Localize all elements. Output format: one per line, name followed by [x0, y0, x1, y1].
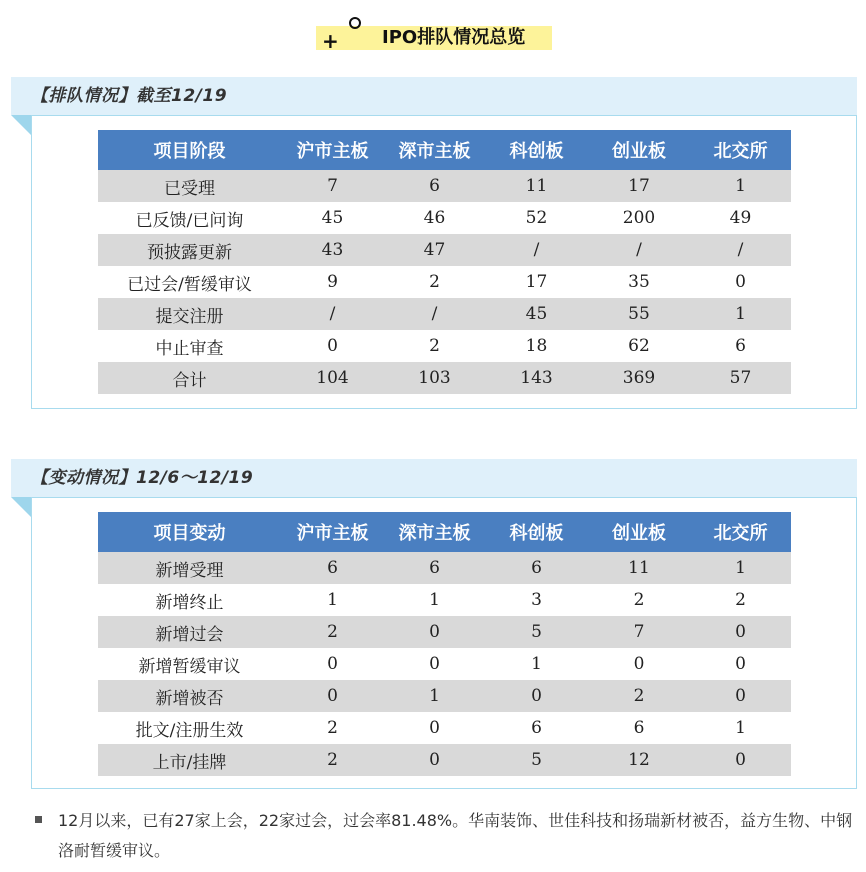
table-cell: 0: [281, 648, 384, 680]
table-cell: 0: [690, 744, 791, 776]
row-label: 新增被否: [98, 680, 281, 712]
table-cell: 1: [690, 552, 791, 584]
page-title-text: IPO排队情况总览: [382, 27, 526, 48]
circle-icon: [349, 17, 361, 29]
table-cell: 2: [384, 330, 485, 362]
queue-fold-corner: [11, 115, 31, 135]
table-cell: 0: [384, 616, 485, 648]
table-cell: 0: [384, 648, 485, 680]
table-cell: /: [384, 298, 485, 330]
table-cell: 2: [384, 266, 485, 298]
table-row: [98, 170, 791, 202]
table-row: [98, 330, 791, 362]
table-cell: 52: [485, 202, 588, 234]
table-cell: 0: [690, 616, 791, 648]
table-cell: 6: [485, 552, 588, 584]
table-cell: 0: [281, 680, 384, 712]
row-label: 新增终止: [98, 584, 281, 616]
col-header: 创业板: [588, 512, 690, 552]
row-label: 已受理: [98, 170, 281, 202]
table-cell: 6: [485, 712, 588, 744]
col-header: 项目阶段: [98, 130, 281, 170]
table-cell: 45: [281, 202, 384, 234]
table-cell: 0: [690, 648, 791, 680]
queue-section-header: [11, 77, 857, 115]
table-cell: 0: [281, 330, 384, 362]
table-cell: 46: [384, 202, 485, 234]
table-cell: 0: [384, 712, 485, 744]
table-cell: 18: [485, 330, 588, 362]
table-cell: 1: [485, 648, 588, 680]
col-header: 项目变动: [98, 512, 281, 552]
table-cell: 3: [485, 584, 588, 616]
queue-header-row: [98, 130, 791, 170]
table-cell: 2: [588, 680, 690, 712]
col-header: 沪市主板: [281, 512, 384, 552]
queue-section-title: 【排队情况】截至12/19: [31, 86, 228, 106]
table-cell: /: [690, 234, 791, 266]
queue-table: [98, 130, 791, 394]
table-cell: 49: [690, 202, 791, 234]
table-cell: 369: [588, 362, 690, 394]
row-label: 上市/挂牌: [98, 744, 281, 776]
table-row: [98, 648, 791, 680]
table-cell: 6: [384, 170, 485, 202]
col-header: 沪市主板: [281, 130, 384, 170]
col-header: 科创板: [485, 130, 588, 170]
table-cell: 0: [690, 680, 791, 712]
table-cell: /: [281, 298, 384, 330]
row-label: 中止审查: [98, 330, 281, 362]
table-cell: 1: [690, 712, 791, 744]
table-cell: 45: [485, 298, 588, 330]
table-cell: 6: [281, 552, 384, 584]
table-cell: 143: [485, 362, 588, 394]
bullet-icon: [35, 816, 42, 823]
row-label: 预披露更新: [98, 234, 281, 266]
table-cell: 17: [588, 170, 690, 202]
table-cell: 2: [281, 744, 384, 776]
table-cell: 5: [485, 744, 588, 776]
table-cell: 62: [588, 330, 690, 362]
row-label: 提交注册: [98, 298, 281, 330]
table-row: [98, 298, 791, 330]
col-header: 深市主板: [384, 512, 485, 552]
table-cell: 0: [690, 266, 791, 298]
table-cell: 7: [281, 170, 384, 202]
table-cell: /: [588, 234, 690, 266]
row-label: 新增受理: [98, 552, 281, 584]
table-cell: 17: [485, 266, 588, 298]
changes-section-title: 【变动情况】12/6～12/19: [31, 468, 254, 488]
table-row: [98, 234, 791, 266]
table-cell: 6: [384, 552, 485, 584]
table-cell: 2: [588, 584, 690, 616]
table-row: [98, 202, 791, 234]
table-cell: 103: [384, 362, 485, 394]
table-cell: 1: [281, 584, 384, 616]
row-label: 已反馈/已问询: [98, 202, 281, 234]
row-label: 新增暂缓审议: [98, 648, 281, 680]
row-label: 批文/注册生效: [98, 712, 281, 744]
table-cell: 1: [384, 584, 485, 616]
table-cell: /: [485, 234, 588, 266]
table-cell: 2: [690, 584, 791, 616]
table-cell: 6: [690, 330, 791, 362]
col-header: 北交所: [690, 130, 791, 170]
table-row: [98, 584, 791, 616]
table-cell: 11: [485, 170, 588, 202]
table-cell: 104: [281, 362, 384, 394]
table-cell: 200: [588, 202, 690, 234]
table-cell: 0: [485, 680, 588, 712]
changes-table: [98, 512, 791, 776]
table-row: [98, 712, 791, 744]
col-header: 北交所: [690, 512, 791, 552]
changes-header-row: [98, 512, 791, 552]
table-cell: 55: [588, 298, 690, 330]
table-cell: 57: [690, 362, 791, 394]
table-cell: 0: [384, 744, 485, 776]
summary-note-text: 12月以来，已有27家上会，22家过会，过会率81.48%。华南装饰、世佳科技和扬瑞新材被否，益方生物、中钢洛耐暂缓审议。: [58, 811, 853, 860]
changes-fold-corner: [11, 497, 31, 517]
plus-icon: +: [322, 29, 339, 53]
table-total-row: [98, 362, 791, 394]
table-cell: 12: [588, 744, 690, 776]
table-row: [98, 552, 791, 584]
table-cell: 47: [384, 234, 485, 266]
row-label: 新增过会: [98, 616, 281, 648]
page-title: [316, 14, 552, 54]
row-label: 合计: [98, 362, 281, 394]
table-cell: 1: [384, 680, 485, 712]
table-cell: 6: [588, 712, 690, 744]
table-cell: 0: [588, 648, 690, 680]
table-row: [98, 680, 791, 712]
table-row: [98, 744, 791, 776]
col-header: 科创板: [485, 512, 588, 552]
table-cell: 1: [690, 298, 791, 330]
table-cell: 5: [485, 616, 588, 648]
col-header: 深市主板: [384, 130, 485, 170]
table-row: [98, 616, 791, 648]
table-cell: 7: [588, 616, 690, 648]
changes-section-header: [11, 459, 857, 497]
table-cell: 2: [281, 616, 384, 648]
table-cell: 1: [690, 170, 791, 202]
col-header: 创业板: [588, 130, 690, 170]
table-cell: 2: [281, 712, 384, 744]
table-cell: 9: [281, 266, 384, 298]
table-cell: 43: [281, 234, 384, 266]
table-cell: 35: [588, 266, 690, 298]
table-row: [98, 266, 791, 298]
table-cell: 11: [588, 552, 690, 584]
row-label: 已过会/暂缓审议: [98, 266, 281, 298]
